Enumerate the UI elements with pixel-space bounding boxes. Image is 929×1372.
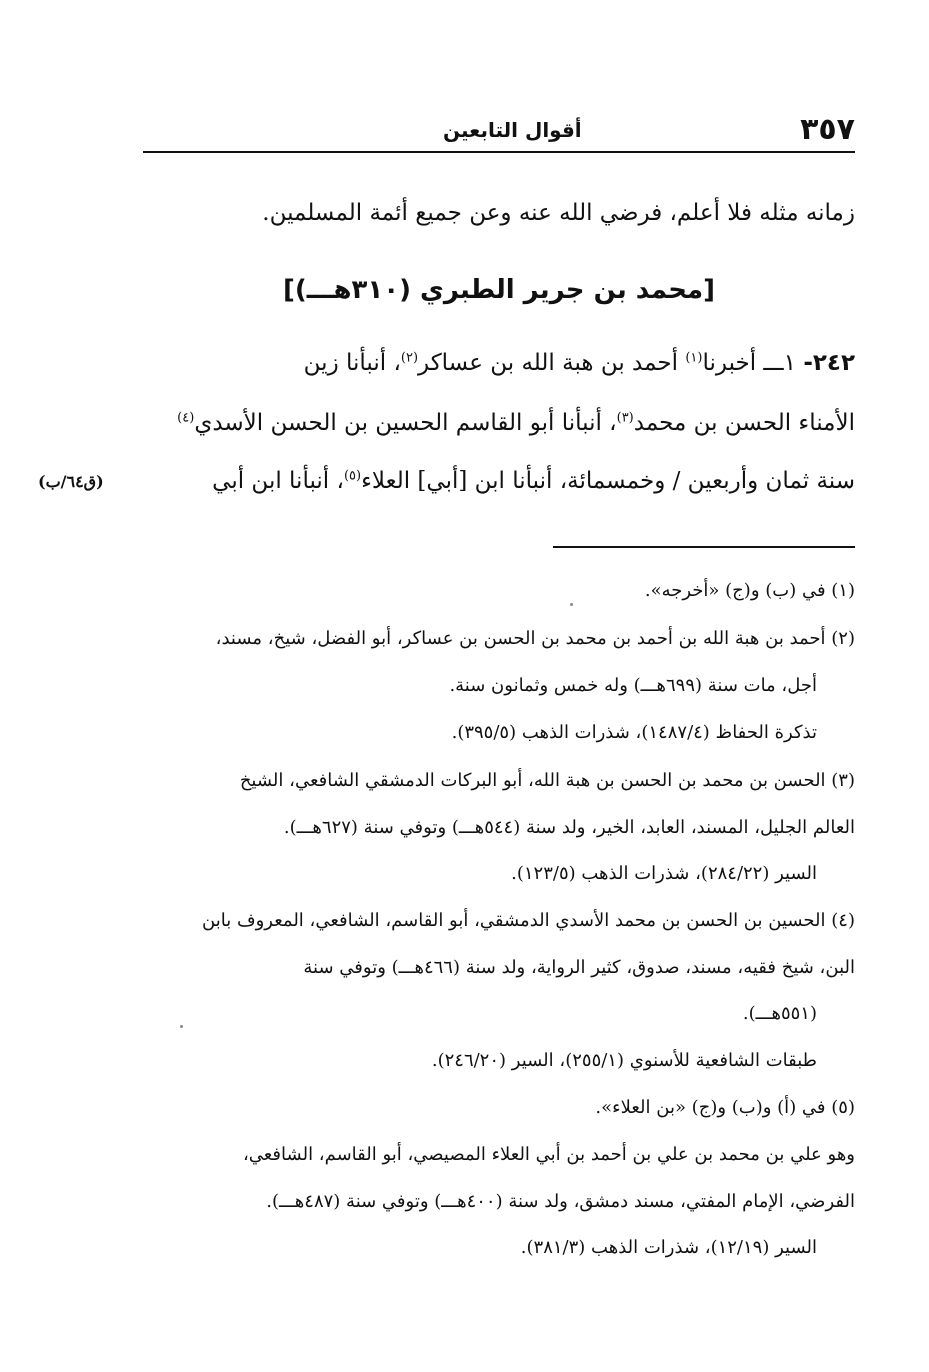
footnote-ref[interactable]: (٥) (343, 468, 362, 484)
footnote-5-source: السير (١٢/١٩)، شذرات الذهب (٣٨١/٣). (520, 1237, 817, 1258)
narration-text: الأمناء الحسن بن محمد (633, 410, 855, 436)
scan-speck (180, 1025, 183, 1028)
scan-speck (570, 603, 573, 606)
narration-line-2 (138, 405, 855, 442)
footnote-3-source: السير (٢٨٤/٢٢)، شذرات الذهب (١٢٣/٥). (511, 863, 817, 884)
manuscript-folio-note: (ق٦٤/ب) (38, 472, 104, 491)
footnote-4-cont: البن، شيخ فقيه، مسند، صدوق، كثير الرواية، ولد سنة (٤٦٦هـــ) وتوفي سنة (303, 957, 855, 978)
page-number: ٣٥٧ (800, 112, 855, 147)
footnote-4: (٤) الحسين بن الحسن بن محمد الأسدي الدمشقي، أبو القاسم، الشافعي، المعروف بابن (202, 910, 855, 931)
footnote-5-cont-2: الفرضي، الإمام المفتي، مسند دمشق، ولد سنة (٤٠٠هـــ) وتوفي سنة (٤٨٧هـــ). (266, 1191, 855, 1212)
header-rule (143, 151, 855, 153)
footnote-5-cont: وهو علي بن محمد بن علي بن أحمد بن أبي العلاء المصيصي، أبو القاسم، الشافعي، (242, 1144, 855, 1165)
footnote-3: (٣) الحسن بن محمد بن الحسن بن هبة الله، أبو البركات الدمشقي الشافعي، الشيخ (239, 770, 855, 791)
footnote-2-cont: أجل، مات سنة (٦٩٩هـــ) وله خمس وثمانون سنة. (449, 675, 817, 696)
footnote-2-source: تذكرة الحفاظ (١٤٨٧/٤)، شذرات الذهب (٣٩٥/٥). (451, 722, 817, 743)
footnote-rule (553, 546, 855, 548)
narration-text: أحمد بن هبة الله بن عساكر (418, 350, 686, 376)
section-heading: [محمد بن جرير الطبري (٣١٠هـــ)] (283, 275, 715, 305)
narration-text: ، أنبأنا أبو القاسم الحسين بن الحسن الأسدي (194, 410, 617, 436)
footnote-4-cont-2: (٥٥١هـــ). (742, 1003, 817, 1024)
narration-text: ١ـــ أخبرنا (702, 350, 804, 376)
page-header (143, 110, 855, 150)
opening-line: زمانه مثله فلا أعلم، فرضي الله عنه وعن جميع أئمة المسلمين. (262, 200, 855, 226)
footnote-2: (٢) أحمد بن هبة الله بن أحمد بن محمد بن الحسن بن عساكر، أبو الفضل، شيخ، مسند، (215, 628, 855, 649)
narration-text: ، أنبأنا زين (303, 350, 401, 376)
footnote-ref[interactable]: (٢) (400, 350, 419, 366)
running-title: أقوال التابعين (443, 118, 582, 142)
narration-line-1 (138, 345, 855, 382)
footnote-ref[interactable]: (٤) (177, 410, 195, 426)
narration-text: سنة ثمان وأربعين / وخمسمائة، أنبأنا ابن [أبي] العلاء (361, 468, 855, 494)
footnote-1: (١) في (ب) و(ج) «أخرجه». (644, 580, 855, 601)
report-number: ٢٤٢- (803, 350, 855, 376)
footnote-4-source: طبقات الشافعية للأسنوي (٢٥٥/١)، السير (٢٤٦/٢٠). (431, 1050, 817, 1071)
narration-text: ، أنبأنا ابن أبي (212, 468, 344, 494)
narration-line-3 (138, 463, 855, 500)
footnote-3-cont: العالم الجليل، المسند، العابد، الخير، ولد سنة (٥٤٤هـــ) وتوفي سنة (٦٢٧هـــ). (283, 817, 855, 838)
footnote-5: (٥) في (أ) و(ب) و(ج) «بن العلاء». (595, 1097, 855, 1118)
footnote-ref[interactable]: (٣) (616, 410, 634, 426)
footnote-ref[interactable]: (١) (685, 350, 703, 366)
